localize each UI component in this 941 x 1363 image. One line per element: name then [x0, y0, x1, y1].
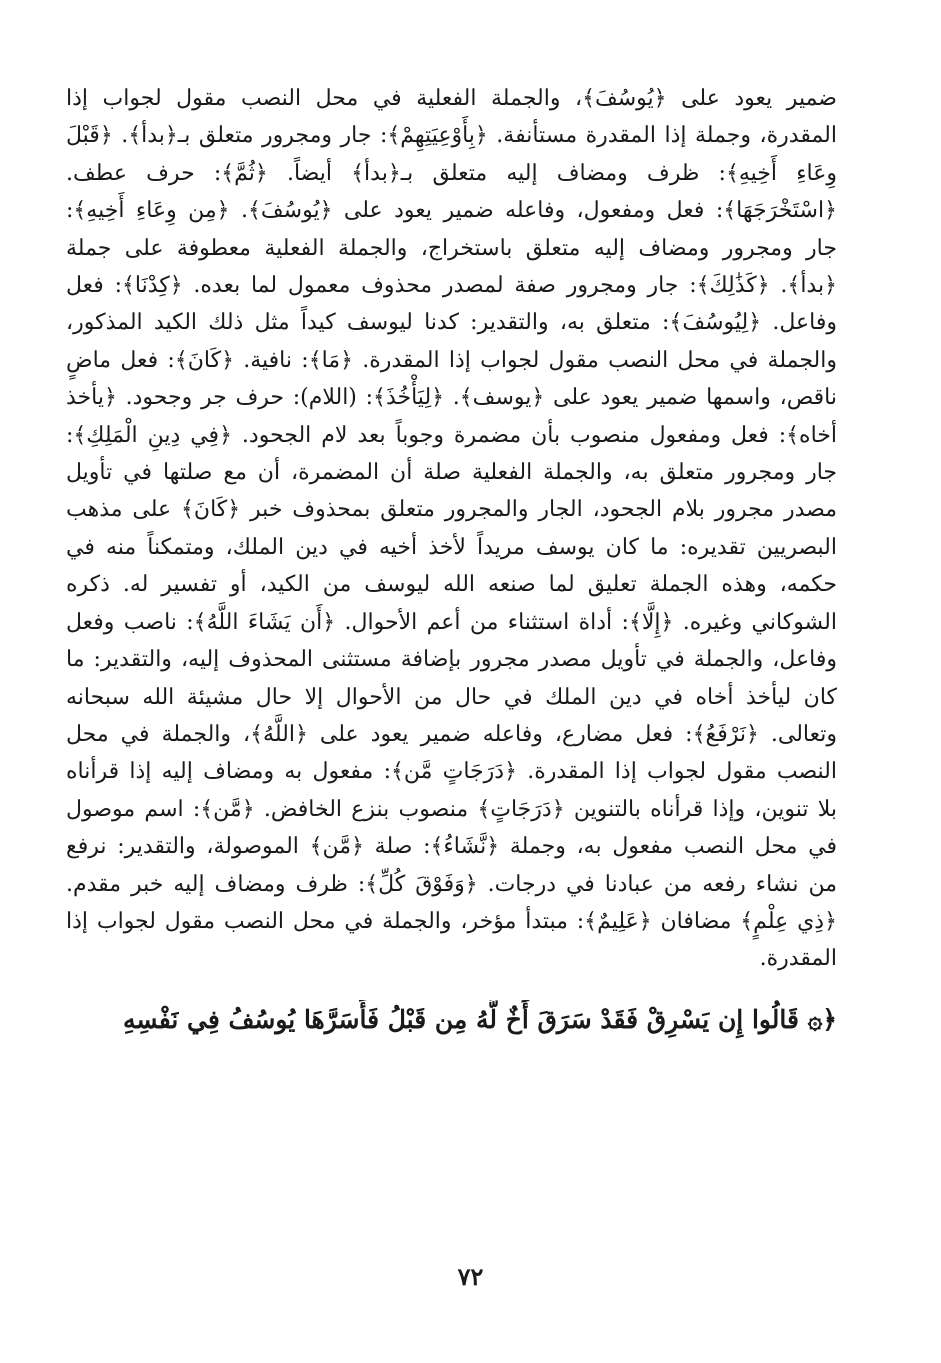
tafsir-paragraph: ضمير يعود على ﴿يُوسُفَ﴾، والجملة الفعلية في محل النصب مقول لجواب إذا المقدرة، وجملة إذا المقدرة مستأنفة. ﴿بِأَوْعِيَتِهِمْ﴾: جار ومجرور متعلق بـ﴿بدأ﴾. ﴿قَبْلَ وِعَاءِ أَخِيهِ﴾: ظرف ومضاف إليه متعلق بـ﴿بدأ﴾ أيضاً. ﴿ثُمَّ﴾: حرف عطف. ﴿اسْتَخْرَجَهَا﴾: فعل ومفعول، وفاعله ضمير يعود على ﴿يُوسُفَ﴾. ﴿مِن وِعَاءِ أَخِيهِ﴾: جار ومجرور ومضاف إليه متعلق باستخراج، والجملة الفعلية معطوفة على جملة ﴿بدأ﴾. ﴿كَذَٰلِكَ﴾: جار ومجرور صفة لمصدر محذوف معمول لما بعده. ﴿كِدْنَا﴾: فعل وفاعل. ﴿لِيُوسُفَ﴾: متعلق به، والتقدير: كدنا ليوسف كيداً مثل ذلك الكيد المذكور، والجملة في محل النصب مقول لجواب إذا المقدرة. ﴿مَا﴾: نافية. ﴿كَانَ﴾: فعل ماضٍ ناقص، واسمها ضمير يعود على ﴿يوسف﴾. ﴿لِيَأْخُذَ﴾: (اللام): حرف جر وجحود. ﴿يأخذ أخاه﴾: فعل ومفعول منصوب بأن مضمرة وجوباً بعد لام الجحود. ﴿فِي دِينِ الْمَلِكِ﴾: جار ومجرور متعلق به، والجملة الفعلية صلة أن المضمرة، أن مع صلتها في تأويل مصدر مجرور بلام الجحود، الجار والمجرور متعلق بمحذوف خبر ﴿كَانَ﴾ على مذهب البصريين تقديره: ما كان يوسف مريداً لأخذ أخيه في دين الملك، ومتمكناً منه في حكمه، وهذه الجملة تعليق لما صنعه الله ليوسف من الكيد، أو تفسير له. ذكره الشوكاني وغيره. ﴿إِلَّا﴾: أداة استثناء من أعم الأحوال. ﴿أَن يَشَاءَ اللَّهُ﴾: ناصب وفعل وفاعل، والجملة في تأويل مصدر مجرور بإضافة مستثنى المحذوف إليه، والتقدير: ما كان ليأخذ أخاه في دين الملك في حال من الأحوال إلا حال مشيئة الله سبحانه وتعالى. ﴿نَرْفَعُ﴾: فعل مضارع، وفاعله ضمير يعود على ﴿اللَّهُ﴾، والجملة في محل النصب مقول لجواب إذا المقدرة. ﴿دَرَجَاتٍ مَّن﴾: مفعول به ومضاف إليه إذا قرأناه بلا تنوين، وإذا قرأناه بالتنوين ﴿دَرَجَاتٍ﴾ منصوب بنزع الخافض. ﴿مَّن﴾: اسم موصول في محل النصب مفعول به، وجملة ﴿نَّشَاءُ﴾: صلة ﴿مَّن﴾ الموصولة، والتقدير: نرفع من نشاء رفعه من عبادنا في درجات. ﴿وَفَوْقَ كُلِّ﴾: ظرف ومضاف إليه خبر مقدم. ﴿ذِي عِلْمٍ﴾ مضافان ﴿عَلِيمٌ﴾: مبتدأ مؤخر، والجملة في محل النصب مقول لجواب إذا المقدرة. — [66, 86, 837, 972]
quran-verse: ﴿۞ قَالُوا إِن يَسْرِقْ فَقَدْ سَرَقَ أَخٌ لَّهُ مِن قَبْلُ فَأَسَرَّهَا يُوسُفُ فِي نَفْسِهِ — [123, 1004, 837, 1034]
page-content — [66, 80, 837, 1040]
page-number: ٧٢ — [457, 1262, 484, 1291]
